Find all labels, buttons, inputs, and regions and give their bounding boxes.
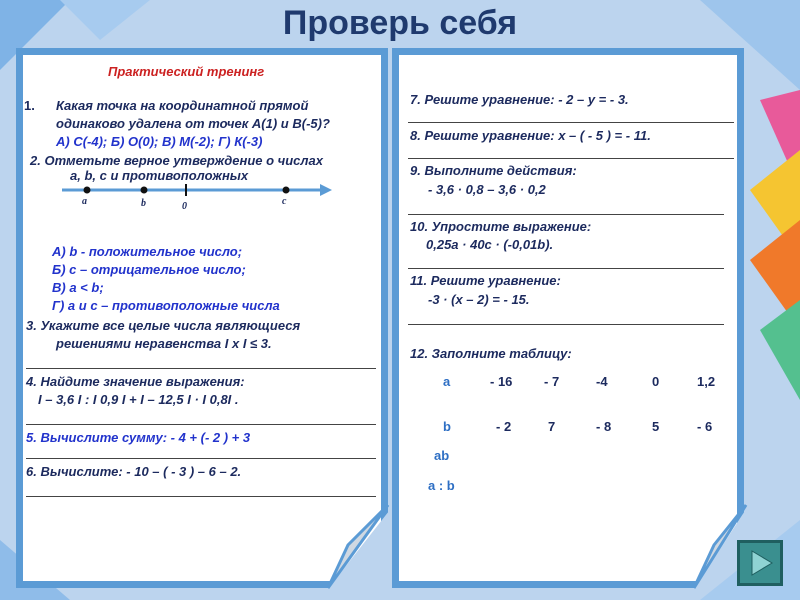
play-triangle-icon: [740, 543, 780, 583]
q2-text: 2. Отметьте верное утверждение о числах: [30, 153, 323, 168]
q3-line2: решениями неравенства I x I ≤ 3.: [56, 336, 272, 351]
q11-line2: -3 · (х – 2) = - 15.: [428, 292, 530, 307]
q2-option-a: А) b - положительное число;: [52, 244, 243, 259]
q10-line1: 10. Упростите выражение:: [410, 219, 592, 234]
divider: [408, 268, 724, 269]
divider: [408, 214, 724, 215]
next-slide-button[interactable]: [737, 540, 783, 586]
axis-arrow: [320, 184, 332, 196]
table-cell: 0: [652, 374, 660, 389]
table-cell: - 2: [496, 419, 512, 434]
q11-line1: 11. Решите уравнение:: [410, 273, 561, 288]
q12-text: 12. Заполните таблицу:: [410, 346, 572, 361]
divider: [26, 458, 376, 459]
table-cell: 7: [548, 419, 556, 434]
row-label-b: b: [443, 419, 451, 434]
axis-label-zero: 0: [182, 201, 187, 212]
q9-line1: 9. Выполните действия:: [410, 163, 577, 178]
page-title: Проверь себя: [282, 4, 518, 42]
point-b: [141, 187, 148, 194]
q2-option-b: Б) c – отрицательное число;: [52, 262, 246, 277]
table-cell: 5: [652, 419, 660, 434]
page-curl-left: [328, 505, 388, 590]
number-line: [62, 176, 332, 216]
q1-line2: одинаково удалена от точек А(1) и В(-5)?: [56, 116, 330, 131]
axis-label-b: b: [141, 198, 146, 209]
divider: [408, 324, 724, 325]
divider: [26, 424, 376, 425]
q1-number: 1.: [24, 98, 35, 113]
q6-text: 6. Вычислите: - 10 – ( - 3 ) – 6 – 2.: [26, 464, 242, 479]
q4-line1: 4. Найдите значение выражения:: [26, 374, 245, 389]
divider: [26, 368, 376, 369]
q10-line2: 0,25а · 40с · (-0,01b).: [426, 237, 554, 252]
q1-options: А) С(-4); Б) О(0); В) М(-2); Г) К(-3): [56, 134, 263, 149]
table-cell: -4: [596, 374, 608, 389]
row-label-a: a: [443, 374, 451, 389]
row-label-ab: ab: [434, 448, 450, 463]
table-cell: - 8: [596, 419, 612, 434]
q2-option-c: В) a < b;: [52, 280, 104, 295]
axis-label-c: c: [282, 196, 287, 207]
q2-cut-text: [70, 168, 248, 173]
table-cell: - 7: [544, 374, 560, 389]
table-cell: - 16: [490, 374, 513, 389]
divider: [26, 496, 376, 497]
q9-line2: - 3,6 · 0,8 – 3,6 · 0,2: [428, 182, 546, 197]
row-label-a-div-b: a : b: [428, 478, 455, 493]
table-cell: 1,2: [697, 374, 716, 389]
q2-option-d: Г) a и c – противоположные числа: [52, 298, 280, 313]
decor-triangle: [760, 300, 800, 400]
divider: [408, 122, 734, 123]
q5-text: 5. Вычислите сумму: - 4 + (- 2 ) + 3: [26, 430, 251, 445]
q7-text: 7. Решите уравнение: - 2 – у = - 3.: [410, 92, 629, 107]
q4-line2: I – 3,6 I : I 0,9 I + I – 12,5 I · I 0,8I .: [38, 392, 239, 407]
point-a: [84, 187, 91, 194]
left-heading: Практический тренинг: [108, 64, 265, 79]
q1-line1: Какая точка на координатной прямой: [56, 98, 309, 113]
axis-label-a: a: [82, 196, 87, 207]
table-cell: - 6: [697, 419, 713, 434]
point-c: [283, 187, 290, 194]
divider: [408, 158, 734, 159]
q8-text: 8. Решите уравнение: х – ( - 5 ) = - 11.: [410, 128, 651, 143]
q3-line1: 3. Укажите все целые числа являющиеся: [26, 318, 301, 333]
